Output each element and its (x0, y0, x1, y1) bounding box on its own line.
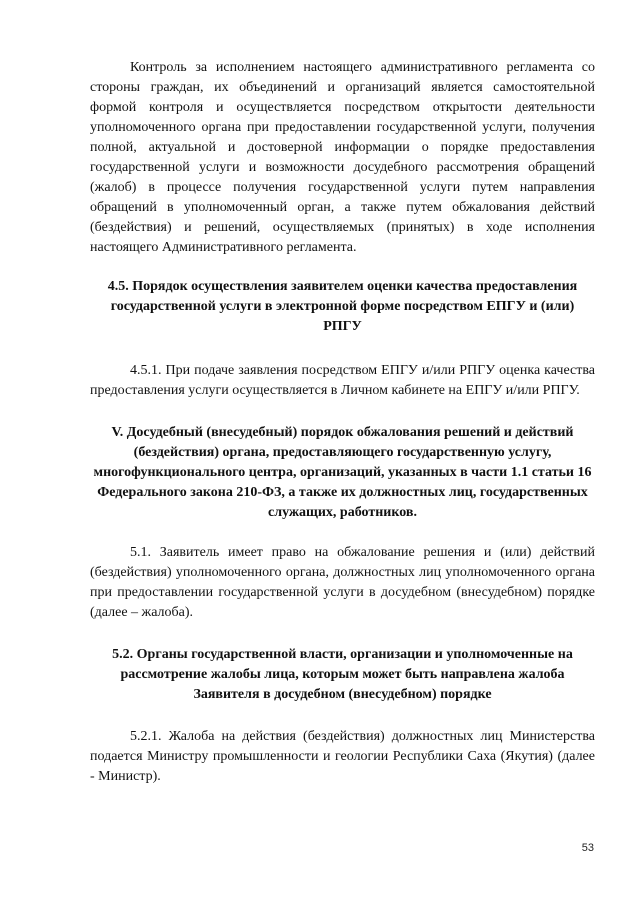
section-5-1-paragraph: 5.1. Заявитель имеет право на обжалование решения и (или) действий (бездействия) уполномоченного органа, должностных лиц уполномоченного органа при предоставлении государственной услуги в досудебном (внесудебном) порядке (далее – жалоба). (90, 545, 595, 620)
section-5-2-heading: 5.2. Органы государственной власти, организации и уполномоченные на рассмотрение жалобы лица, которым может быть направлена жалоба Заявителя в досудебном (внесудебном) порядке (112, 647, 573, 702)
page-number: 53 (581, 842, 594, 854)
section-4-5-1-paragraph: 4.5.1. При подаче заявления посредством ЕПГУ и/или РПГУ оценка качества предоставления услуги осуществляется в Личном кабинете на ЕПГУ и/или РПГУ. (90, 363, 595, 398)
section-4-5-heading: 4.5. Порядок осуществления заявителем оценки качества предоставления государственной услуги в электронной форме посредством ЕПГУ и (или) РПГУ (107, 279, 578, 334)
section-v-heading: V. Досудебный (внесудебный) порядок обжалования решений и действий (бездействия) органа, предоставляющего государственную услугу, многофункционального центра, организаций, указанных в части 1.1 статьи 16 Федерального закона 210-ФЗ, а также их должностных лиц, государственных служащих, работников. (93, 425, 592, 520)
intro-paragraph: Контроль за исполнением настоящего административного регламента со стороны граждан, их объединений и организаций является самостоятельной формой контроля и осуществляется посредством открытости деятельности уполномоченного органа при предоставлении государственной услуги, получения полной, актуальной и достоверной информации о порядке предоставления государственной услуги и возможности досудебного рассмотрения обращений (жалоб) в процессе получения государственной услуги путем направления обращений в уполномоченный орган, а также путем обжалования действий (бездействия) и решений, осуществляемых (принятых) в ходе исполнения настоящего Административного регламента. (90, 60, 595, 255)
page-content (90, 58, 595, 787)
section-5-2-1-paragraph: 5.2.1. Жалоба на действия (бездействия) должностных лиц Министерства подается Министру промышленности и геологии Республики Саха (Якутия) (далее - Министр). (90, 729, 595, 784)
